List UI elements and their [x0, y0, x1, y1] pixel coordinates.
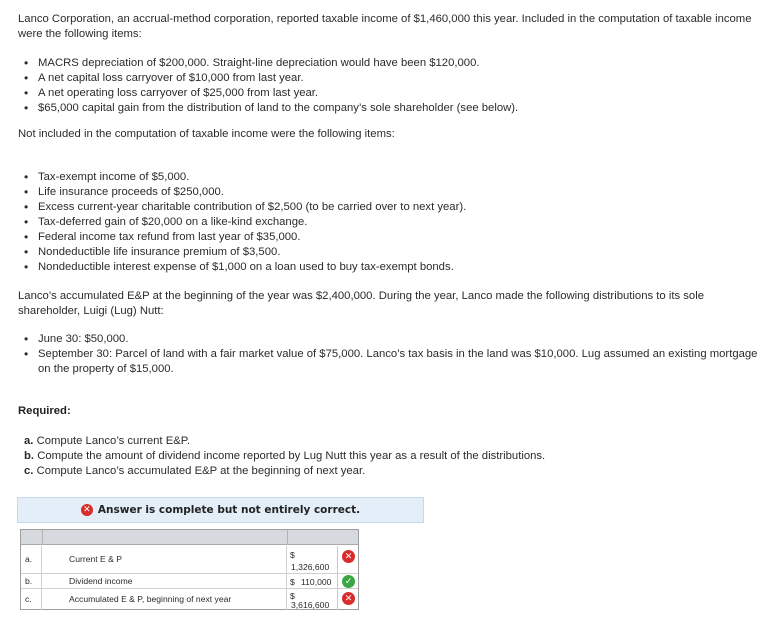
list-item: • $65,000 capital gain from the distribution of land to the company’s sole shareholder (see below). [22, 101, 762, 116]
list-item: • Excess current-year charitable contribution of $2,500 (to be carried over to next year). [22, 200, 762, 215]
accumulated-ep-input[interactable]: $ 3,616,600 [288, 589, 338, 610]
included-items-list [22, 56, 762, 116]
not-included-heading: Not included in the computation of taxable income were the following items: [18, 128, 395, 140]
list-item: • Nondeductible interest expense of $1,000 on a loan used to buy tax-exempt bonds. [22, 260, 762, 275]
row-label: Accumulated E & P, beginning of next year [43, 589, 287, 610]
table-row [21, 589, 358, 610]
list-item: • Life insurance proceeds of $250,000. [22, 185, 762, 200]
row-letter: c. [21, 589, 42, 610]
correct-check-icon: ✓ [342, 575, 355, 588]
requirement-c: c. Compute Lanco’s accumulated E&P at the beginning of next year. [24, 465, 366, 477]
table-row [21, 546, 358, 574]
requirement-b: b. Compute the amount of dividend income reported by Lug Nutt this year as a result of the distributions. [24, 450, 546, 462]
list-item: • Tax-exempt income of $5,000. [22, 170, 762, 185]
list-item: • Federal income tax refund from last year of $35,000. [22, 230, 762, 245]
accumulated-ep-value: 3,616,600 [291, 600, 330, 610]
dividend-income-value: 110,000 [301, 577, 332, 587]
list-item: • MACRS depreciation of $200,000. Straight-line depreciation would have been $120,000. [22, 56, 762, 71]
required-label: Required: [18, 405, 71, 417]
distributions-list [22, 332, 762, 377]
row-letter: b. [21, 574, 42, 588]
list-item: • June 30: $50,000. [22, 332, 762, 347]
list-item: • September 30: Parcel of land with a fair market value of $75,000. Lanco’s tax basis in the land was $10,000. Lug assumed an existing mortgage on the property of $15,000. [22, 347, 762, 377]
answer-status-banner [17, 497, 424, 523]
table-row [21, 574, 358, 589]
intro-paragraph: Lanco Corporation, an accrual-method corporation, reported taxable income of $1,460,000 this year. Included in the computation of taxable income were the following items: [18, 13, 752, 40]
list-item: • Tax-deferred gain of $20,000 on a like-kind exchange. [22, 215, 762, 230]
banner-text: Answer is complete but not entirely correct. [97, 503, 361, 516]
list-item: • Nondeductible life insurance premium of $3,500. [22, 245, 762, 260]
answer-table [20, 529, 359, 610]
row-label: Dividend income [43, 574, 287, 588]
list-item: • A net capital loss carryover of $10,000 from last year. [22, 71, 762, 86]
current-ep-input[interactable]: $ 1,326,600 [288, 546, 338, 573]
incorrect-icon: ✕ [342, 550, 355, 563]
row-letter: a. [21, 546, 42, 573]
x-circle-icon: ✕ [81, 504, 93, 516]
list-item: • A net operating loss carryover of $25,000 from last year. [22, 86, 762, 101]
table-header [21, 530, 358, 545]
dividend-income-input[interactable]: $ 110,000 [288, 574, 338, 588]
requirements-list [24, 434, 764, 479]
incorrect-icon: ✕ [342, 592, 355, 605]
row-label: Current E & P [43, 546, 287, 573]
requirement-a: a. Compute Lanco’s current E&P. [24, 435, 190, 447]
ep-paragraph: Lanco’s accumulated E&P at the beginning of the year was $2,400,000. During the year, Lanco made the following distributions to its sole shareholder, Luigi (Lug) Nutt: [18, 290, 704, 317]
not-included-items-list [22, 170, 762, 275]
current-ep-value: 1,326,600 [291, 562, 330, 572]
